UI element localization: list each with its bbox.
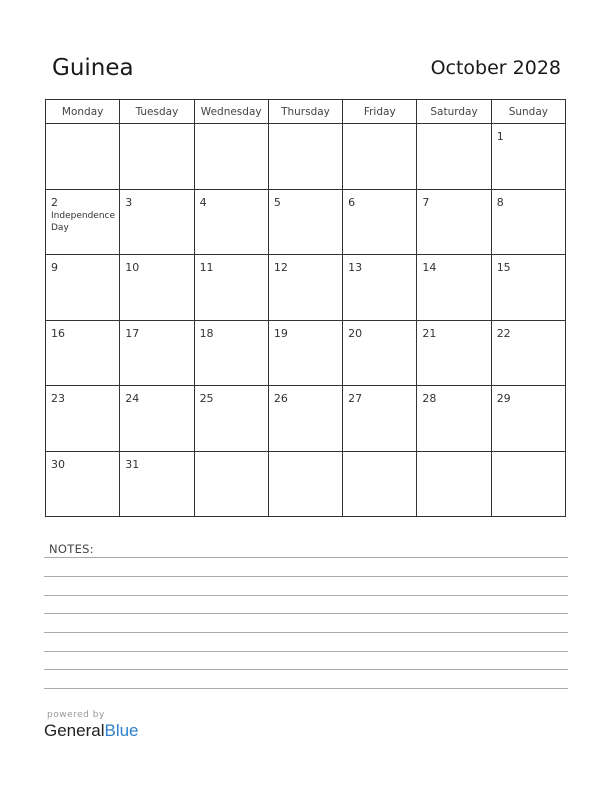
day-cell: [46, 255, 120, 321]
notes-line: [44, 613, 568, 614]
day-number: 8: [496, 195, 504, 209]
day-cell: [343, 386, 417, 452]
day-number: 11: [199, 261, 214, 274]
brand-logo: [44, 721, 139, 741]
day-cell: [194, 320, 268, 386]
notes-line: [44, 669, 568, 670]
day-number: 29: [496, 392, 511, 405]
day-cell: [120, 386, 194, 452]
powered-by-text: powered by: [47, 710, 105, 720]
day-cell: [343, 124, 417, 190]
day-number: 6: [348, 195, 356, 209]
day-number: 13: [348, 261, 363, 274]
day-number: 10: [125, 261, 140, 274]
notes-line: [44, 632, 568, 633]
day-cell: [120, 189, 194, 255]
day-number: 2: [51, 195, 58, 209]
day-cell: [268, 255, 342, 321]
day-number: 7: [422, 195, 430, 209]
weekday-header: Monday: [46, 100, 120, 124]
day-number: 26: [273, 392, 288, 405]
day-cell: [268, 320, 342, 386]
day-cell: [194, 124, 268, 190]
weekday-header: Tuesday: [120, 100, 194, 124]
day-number: 1: [496, 130, 504, 143]
weekday-header: Thursday: [268, 100, 342, 124]
day-number: 5: [273, 195, 281, 209]
week-row: [46, 320, 566, 386]
notes-line: [44, 595, 568, 596]
day-cell: [491, 189, 565, 255]
day-cell: [343, 255, 417, 321]
weekday-header: Sunday: [491, 100, 565, 124]
day-number: 4: [199, 195, 207, 209]
weekday-header: Saturday: [417, 100, 491, 124]
country-title: Guinea: [52, 55, 134, 81]
day-cell: [46, 189, 120, 255]
week-row: [46, 386, 566, 452]
day-cell: [417, 451, 491, 517]
week-row: [46, 124, 566, 190]
day-cell: [268, 451, 342, 517]
week-row: [46, 189, 566, 255]
day-cell: [46, 320, 120, 386]
day-number: 3: [125, 195, 133, 209]
day-number: 22: [496, 326, 511, 340]
day-number: 18: [199, 326, 214, 340]
day-cell: [194, 451, 268, 517]
day-cell: [268, 124, 342, 190]
notes-line: [44, 557, 568, 558]
day-number: 12: [273, 261, 288, 274]
day-cell: [343, 320, 417, 386]
day-cell: [120, 451, 194, 517]
day-number: 14: [422, 261, 437, 274]
day-cell: [46, 451, 120, 517]
notes-line: [44, 576, 568, 577]
brand-logo-part2: Blue: [104, 721, 139, 740]
day-cell: [491, 386, 565, 452]
day-cell: [343, 189, 417, 255]
day-cell: [194, 189, 268, 255]
day-cell: [268, 189, 342, 255]
day-cell: [491, 255, 565, 321]
day-cell: [194, 386, 268, 452]
day-cell: [120, 255, 194, 321]
notes-label: NOTES:: [49, 542, 94, 556]
day-number: 28: [422, 392, 437, 405]
day-cell: [417, 320, 491, 386]
day-cell: [46, 386, 120, 452]
day-cell: [120, 124, 194, 190]
week-row: [46, 451, 566, 517]
month-year-title: October 2028: [430, 57, 561, 79]
day-cell: [417, 255, 491, 321]
day-number: 23: [51, 392, 65, 405]
notes-line: [44, 688, 568, 689]
holiday-label: Independence Day: [51, 210, 116, 233]
day-cell: [417, 386, 491, 452]
day-cell: [417, 124, 491, 190]
weekday-header: Wednesday: [194, 100, 268, 124]
day-number: 30: [51, 457, 65, 471]
day-cell: [417, 189, 491, 255]
day-cell: [194, 255, 268, 321]
day-cell: [491, 320, 565, 386]
day-number: 31: [125, 457, 140, 471]
weekday-header: Friday: [343, 100, 417, 124]
calendar-grid: [45, 99, 566, 517]
day-number: 27: [348, 392, 363, 405]
notes-line: [44, 651, 568, 652]
day-number: 17: [125, 326, 140, 340]
day-cell: [491, 451, 565, 517]
weekday-header-row: [46, 100, 566, 124]
day-number: 15: [496, 261, 511, 274]
brand-logo-part1: General: [44, 721, 105, 740]
day-number: 19: [273, 326, 288, 340]
day-number: 24: [125, 392, 140, 405]
day-cell: [46, 124, 120, 190]
day-number: 20: [348, 326, 363, 340]
day-cell: [343, 451, 417, 517]
day-cell: [268, 386, 342, 452]
day-number: 16: [51, 326, 65, 340]
day-number: 25: [199, 392, 214, 405]
day-cell: [491, 124, 565, 190]
day-number: 21: [422, 326, 437, 340]
day-number: 9: [51, 261, 58, 274]
week-row: [46, 255, 566, 321]
day-cell: [120, 320, 194, 386]
